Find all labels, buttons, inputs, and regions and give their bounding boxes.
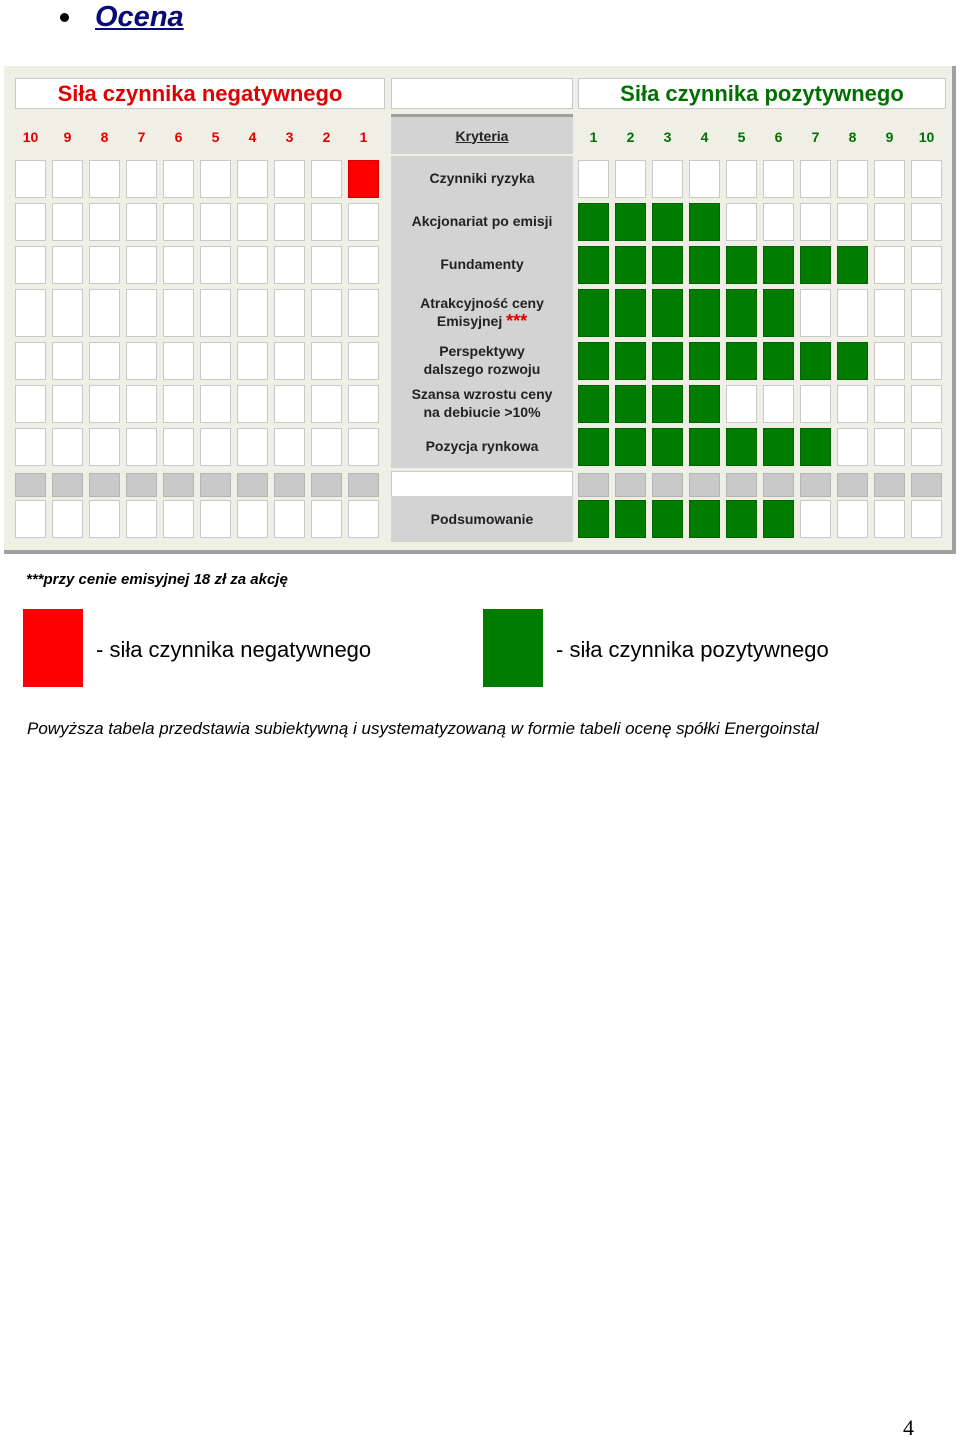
negative-cell xyxy=(311,385,342,423)
criteria-label: Czynniki ryzyka xyxy=(429,170,535,186)
separator-cell xyxy=(200,473,231,497)
positive-scale-number: 8 xyxy=(848,128,857,145)
page-number: 4 xyxy=(903,1415,914,1440)
negative-cell xyxy=(52,289,83,337)
positive-cell-filled xyxy=(615,246,646,284)
positive-cell-filled xyxy=(763,246,794,284)
positive-cell xyxy=(911,342,942,380)
negative-cell xyxy=(274,385,305,423)
bullet-icon xyxy=(60,13,69,22)
negative-cell xyxy=(237,246,268,284)
positive-cell-filled xyxy=(726,500,757,538)
separator-cell xyxy=(837,473,868,497)
negative-cell xyxy=(237,289,268,337)
positive-cell xyxy=(837,428,868,466)
positive-cell xyxy=(689,160,720,198)
negative-cell xyxy=(311,203,342,241)
negative-cell xyxy=(311,289,342,337)
positive-cell xyxy=(726,385,757,423)
criteria-label-line2-wrap xyxy=(423,403,540,421)
criteria-row-label xyxy=(391,199,573,243)
positive-cell-filled xyxy=(615,385,646,423)
criteria-label: Fundamenty xyxy=(440,256,524,272)
positive-cell-filled xyxy=(726,428,757,466)
positive-scale-number: 1 xyxy=(589,128,598,145)
positive-cell-filled xyxy=(689,500,720,538)
positive-cell-filled xyxy=(763,428,794,466)
positive-cell xyxy=(874,342,905,380)
negative-cell xyxy=(89,385,120,423)
negative-cell xyxy=(126,428,157,466)
positive-scale-number: 3 xyxy=(663,128,672,145)
positive-cell xyxy=(837,289,868,337)
summary-label-text: Podsumowanie xyxy=(430,511,534,527)
separator-cell xyxy=(911,473,942,497)
positive-cell xyxy=(652,160,683,198)
positive-scale-number: 10 xyxy=(918,128,935,145)
positive-cell-filled xyxy=(800,342,831,380)
negative-cell xyxy=(89,289,120,337)
negative-cell xyxy=(200,246,231,284)
criteria-row-label xyxy=(391,424,573,468)
criteria-row-label xyxy=(391,285,573,339)
negative-cell xyxy=(311,500,342,538)
negative-cell xyxy=(274,289,305,337)
separator-cell xyxy=(615,473,646,497)
positive-cell xyxy=(874,203,905,241)
positive-cell-filled xyxy=(652,289,683,337)
criteria-label-line2: Emisyjnej xyxy=(436,313,503,329)
negative-cell xyxy=(348,385,379,423)
criteria-label: Akcjonariat po emisji xyxy=(411,213,553,229)
negative-cell xyxy=(348,246,379,284)
negative-cell xyxy=(52,160,83,198)
positive-scale-number: 7 xyxy=(811,128,820,145)
negative-cell xyxy=(237,203,268,241)
positive-cell-filled xyxy=(578,500,609,538)
negative-cell xyxy=(200,160,231,198)
rating-table xyxy=(4,66,956,554)
negative-cell xyxy=(89,160,120,198)
positive-cell xyxy=(874,500,905,538)
positive-cell xyxy=(911,385,942,423)
negative-cell xyxy=(126,342,157,380)
legend-negative-swatch xyxy=(23,609,83,687)
positive-cell-filled xyxy=(726,289,757,337)
positive-cell-filled xyxy=(763,342,794,380)
negative-cell xyxy=(274,500,305,538)
legend-positive-swatch xyxy=(483,609,543,687)
negative-cell xyxy=(237,428,268,466)
negative-cell xyxy=(126,500,157,538)
criteria-row-label xyxy=(391,242,573,286)
negative-cell xyxy=(348,500,379,538)
separator-cell xyxy=(237,473,268,497)
positive-cell xyxy=(837,385,868,423)
positive-cell xyxy=(874,385,905,423)
negative-scale-number: 2 xyxy=(322,128,331,145)
summary-label xyxy=(391,496,573,542)
negative-cell xyxy=(89,203,120,241)
separator-cell xyxy=(689,473,720,497)
negative-cell xyxy=(15,428,46,466)
footnote-mark: *** xyxy=(506,311,528,331)
positive-cell xyxy=(726,203,757,241)
positive-cell xyxy=(763,160,794,198)
negative-scale-number: 6 xyxy=(174,128,183,145)
positive-scale-number: 6 xyxy=(774,128,783,145)
negative-cell xyxy=(126,160,157,198)
separator-cell xyxy=(274,473,305,497)
positive-cell-filled xyxy=(689,428,720,466)
positive-scale-number: 4 xyxy=(700,128,709,145)
section-title: Ocena xyxy=(95,0,184,33)
criteria-label-line2-wrap xyxy=(437,312,527,330)
positive-cell-filled xyxy=(652,342,683,380)
negative-cell xyxy=(311,246,342,284)
positive-cell-filled xyxy=(689,203,720,241)
negative-cell xyxy=(52,203,83,241)
positive-cell-filled xyxy=(652,428,683,466)
positive-cell-filled xyxy=(578,289,609,337)
separator-cell xyxy=(763,473,794,497)
negative-cell xyxy=(237,342,268,380)
negative-scale-number: 3 xyxy=(285,128,294,145)
positive-scale-number: 2 xyxy=(626,128,635,145)
positive-cell xyxy=(874,246,905,284)
positive-scale-number: 5 xyxy=(737,128,746,145)
positive-cell-filled xyxy=(652,385,683,423)
negative-scale-number: 10 xyxy=(22,128,39,145)
separator-cell xyxy=(52,473,83,497)
criteria-label-line2: na debiucie >10% xyxy=(423,404,541,420)
negative-cell xyxy=(200,428,231,466)
positive-cell-filled xyxy=(615,500,646,538)
positive-cell-filled xyxy=(689,246,720,284)
negative-cell xyxy=(163,246,194,284)
criteria-row-label xyxy=(391,156,573,200)
negative-cell xyxy=(52,500,83,538)
negative-scale-number: 7 xyxy=(137,128,146,145)
positive-cell-filled xyxy=(652,246,683,284)
positive-cell-filled xyxy=(578,428,609,466)
criteria-label-line2: dalszego rozwoju xyxy=(423,361,541,377)
separator-cell xyxy=(800,473,831,497)
negative-cell xyxy=(274,203,305,241)
negative-cell xyxy=(348,428,379,466)
separator-cell xyxy=(15,473,46,497)
criteria-row-label xyxy=(391,381,573,425)
negative-scale-number: 8 xyxy=(100,128,109,145)
legend-positive-label: - siła czynnika pozytywnego xyxy=(556,637,829,662)
footnote: ***przy cenie emisyjnej 18 zł za akcję xyxy=(26,571,288,588)
positive-cell-filled xyxy=(726,342,757,380)
negative-cell xyxy=(163,385,194,423)
negative-cell xyxy=(200,385,231,423)
negative-scale-number: 4 xyxy=(248,128,257,145)
negative-cell xyxy=(348,289,379,337)
negative-cell xyxy=(52,428,83,466)
separator-cell xyxy=(578,473,609,497)
positive-cell xyxy=(911,289,942,337)
separator-cell xyxy=(652,473,683,497)
positive-cell-filled xyxy=(615,289,646,337)
positive-cell xyxy=(800,203,831,241)
separator-cell xyxy=(89,473,120,497)
positive-cell-filled xyxy=(837,342,868,380)
negative-header: Siła czynnika negatywnego xyxy=(15,78,385,109)
separator-criteria xyxy=(391,471,573,497)
criteria-label: Pozycja rynkowa xyxy=(425,438,539,454)
negative-cell xyxy=(200,289,231,337)
positive-cell xyxy=(837,160,868,198)
negative-cell xyxy=(126,289,157,337)
negative-cell xyxy=(89,246,120,284)
negative-cell xyxy=(237,500,268,538)
separator-cell xyxy=(874,473,905,497)
positive-cell-filled xyxy=(726,246,757,284)
positive-cell xyxy=(800,160,831,198)
criteria-row-label xyxy=(391,338,573,382)
negative-cell xyxy=(15,160,46,198)
positive-cell-filled xyxy=(689,342,720,380)
negative-cell xyxy=(89,428,120,466)
negative-cell xyxy=(163,289,194,337)
positive-cell xyxy=(874,428,905,466)
negative-cell xyxy=(237,160,268,198)
positive-cell-filled xyxy=(578,385,609,423)
criteria-label-line1: Perspektywy xyxy=(439,343,525,359)
positive-cell xyxy=(911,428,942,466)
criteria-header-blank xyxy=(391,78,573,109)
negative-cell xyxy=(200,342,231,380)
negative-cell xyxy=(163,160,194,198)
positive-cell-filled xyxy=(578,203,609,241)
positive-cell-filled xyxy=(615,203,646,241)
negative-cell xyxy=(311,342,342,380)
negative-cell xyxy=(200,500,231,538)
negative-cell xyxy=(163,500,194,538)
positive-cell xyxy=(911,160,942,198)
negative-cell xyxy=(15,203,46,241)
negative-cell xyxy=(126,203,157,241)
negative-cell xyxy=(348,203,379,241)
positive-cell xyxy=(615,160,646,198)
negative-cell xyxy=(52,246,83,284)
negative-cell xyxy=(274,246,305,284)
negative-scale-number: 1 xyxy=(359,128,368,145)
separator-cell xyxy=(163,473,194,497)
negative-cell xyxy=(274,160,305,198)
positive-cell xyxy=(837,500,868,538)
negative-scale-number: 5 xyxy=(211,128,220,145)
negative-scale-number: 9 xyxy=(63,128,72,145)
negative-cell xyxy=(15,246,46,284)
negative-cell xyxy=(15,500,46,538)
negative-cell xyxy=(163,203,194,241)
criteria-header-label: Kryteria xyxy=(455,127,509,144)
positive-cell-filled xyxy=(689,385,720,423)
positive-cell xyxy=(874,160,905,198)
negative-cell xyxy=(274,342,305,380)
positive-header: Siła czynnika pozytywnego xyxy=(578,78,946,109)
separator-cell xyxy=(126,473,157,497)
criteria-label-line2-wrap xyxy=(424,360,541,378)
negative-cell xyxy=(274,428,305,466)
separator-cell xyxy=(311,473,342,497)
negative-cell xyxy=(348,342,379,380)
negative-cell xyxy=(89,500,120,538)
negative-cell xyxy=(311,428,342,466)
positive-cell xyxy=(800,500,831,538)
separator-cell xyxy=(348,473,379,497)
negative-cell xyxy=(15,289,46,337)
separator-cell xyxy=(726,473,757,497)
criteria-label-line1: Szansa wzrostu ceny xyxy=(411,386,553,402)
positive-cell xyxy=(726,160,757,198)
positive-cell xyxy=(911,246,942,284)
positive-cell-filled xyxy=(837,246,868,284)
positive-cell xyxy=(578,160,609,198)
positive-scale-number: 9 xyxy=(885,128,894,145)
positive-cell-filled xyxy=(800,428,831,466)
positive-cell xyxy=(837,203,868,241)
negative-cell xyxy=(163,342,194,380)
positive-cell xyxy=(874,289,905,337)
positive-cell xyxy=(911,500,942,538)
positive-cell-filled xyxy=(763,500,794,538)
positive-cell-filled xyxy=(578,246,609,284)
negative-cell xyxy=(200,203,231,241)
positive-cell-filled xyxy=(689,289,720,337)
section-heading xyxy=(60,0,184,34)
negative-cell xyxy=(52,342,83,380)
negative-cell xyxy=(15,342,46,380)
positive-cell xyxy=(800,385,831,423)
legend-negative-label: - siła czynnika negatywnego xyxy=(96,637,372,662)
caption: Powyższa tabela przedstawia subiektywną i usystematyzowaną w formie tabeli ocenę spółki Energoinstal xyxy=(27,719,819,738)
positive-cell-filled xyxy=(800,246,831,284)
positive-cell-filled xyxy=(652,203,683,241)
positive-cell xyxy=(763,203,794,241)
negative-cell-filled xyxy=(348,160,379,198)
negative-cell xyxy=(237,385,268,423)
negative-cell xyxy=(126,246,157,284)
negative-cell xyxy=(311,160,342,198)
criteria-header xyxy=(391,114,573,154)
positive-cell xyxy=(763,385,794,423)
positive-cell-filled xyxy=(578,342,609,380)
negative-cell xyxy=(15,385,46,423)
positive-cell xyxy=(800,289,831,337)
positive-cell-filled xyxy=(615,428,646,466)
negative-cell xyxy=(126,385,157,423)
negative-cell xyxy=(52,385,83,423)
negative-cell xyxy=(163,428,194,466)
positive-cell-filled xyxy=(652,500,683,538)
positive-cell xyxy=(911,203,942,241)
positive-cell-filled xyxy=(763,289,794,337)
positive-cell-filled xyxy=(615,342,646,380)
negative-cell xyxy=(89,342,120,380)
criteria-label-line1: Atrakcyjność ceny xyxy=(420,295,544,311)
